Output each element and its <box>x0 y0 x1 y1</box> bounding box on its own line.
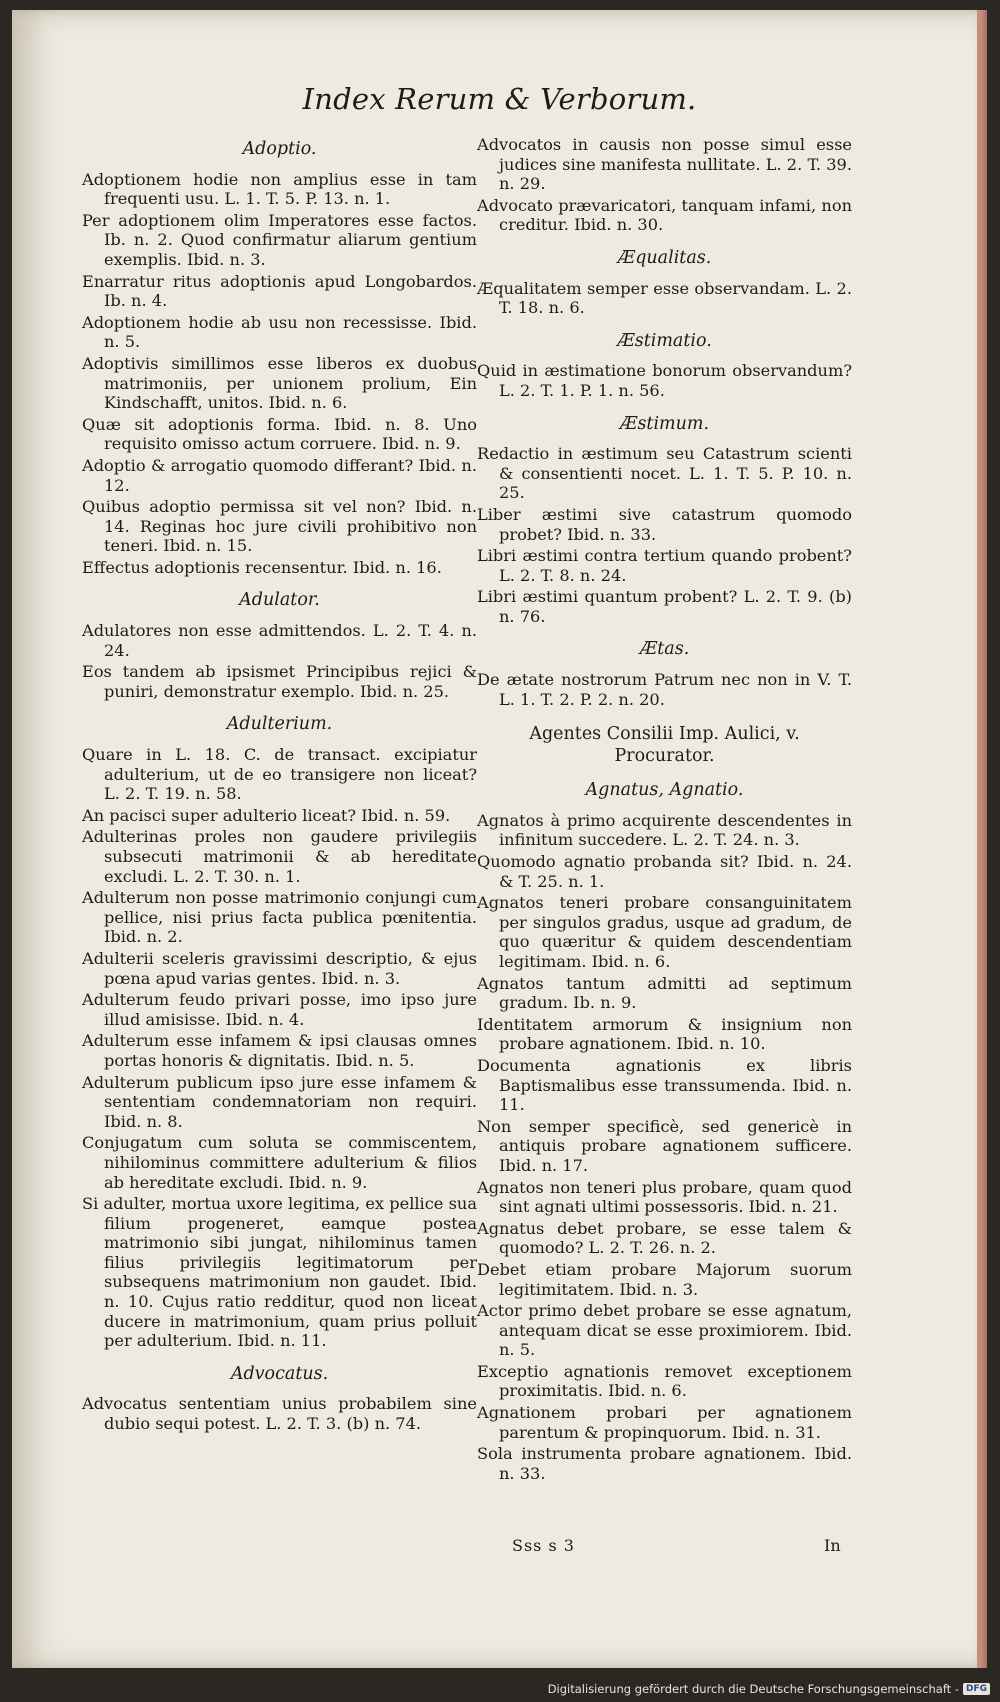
index-entry: Æqualitatem semper esse observandam. L. 2. T. 18. n. 6. <box>477 278 852 318</box>
index-entry: Agnatus debet probare, se esse talem & quomodo? L. 2. T. 26. n. 2. <box>477 1218 852 1258</box>
dfg-logo-icon: DFG <box>963 1683 990 1695</box>
index-entry: Agnationem probari per agnationem parentum & propinquorum. Ibid. n. 31. <box>477 1403 852 1442</box>
index-entry: Documenta agnationis ex libris Baptismalibus esse transsumenda. Ibid. n. 11. <box>477 1055 852 1115</box>
index-entry: Agnatos teneri probare consanguinitatem per singulos gradus, usque ad gradum, de quo quæritur & quidem descendentiam legitimam. Ibid. n. 6. <box>477 893 852 971</box>
section-heading: Adoptio. <box>242 139 317 159</box>
index-entry: Quomodo agnatio probanda sit? Ibid. n. 24. & T. 25. n. 1. <box>477 852 852 891</box>
index-entry: Quid in æstimatione bonorum observandum? L. 2. T. 1. P. 1. n. 56. <box>477 361 852 400</box>
section-heading: Agentes Consilii Imp. Aulici, v. Procurator. <box>529 724 800 767</box>
right-column <box>477 135 852 1485</box>
index-entry: Adoptivis simillimos esse liberos ex duobus matrimoniis, per unionem prolium, Ein Kindschafft, unitos. Ibid. n. 6. <box>82 353 477 413</box>
index-entry: Advocato prævaricatori, tanquam infami, non creditur. Ibid. n. 30. <box>477 195 852 235</box>
index-entry: Per adoptionem olim Imperatores esse factos. Ib. n. 2. Quod confirmatur aliarum gentium exemplis. Ibid. n. 3. <box>82 210 477 269</box>
catchword: In <box>824 1536 841 1555</box>
index-entry: Adulatores non esse admittendos. L. 2. T. 4. n. 24. <box>82 621 477 660</box>
index-entry: Adulterinas proles non gaudere privilegiis subsecuti matrimonii & ab hereditate excludi. L. 2. T. 30. n. 1. <box>82 827 477 886</box>
section-heading: Æstimatio. <box>617 330 712 351</box>
index-entry: Effectus adoptionis recensentur. Ibid. n. 16. <box>82 557 442 577</box>
left-column <box>82 135 477 1436</box>
index-entry: Redactio in æstimum seu Catastrum scienti & consentienti nocet. L. 1. T. 5. P. 10. n. 25. <box>477 444 852 503</box>
section-heading: Ætas. <box>639 639 690 660</box>
index-entry: Sola instrumenta probare agnationem. Ibid. n. 33. <box>477 1444 852 1483</box>
section-heading: Æstimum. <box>619 413 710 434</box>
index-entry: Identitatem armorum & insignium non probare agnationem. Ibid. n. 10. <box>477 1014 852 1054</box>
index-entry: Adulterum non posse matrimonio conjungi cum pellice, nisi prius facta publica pœnitentia. Ibid. n. 2. <box>82 888 477 947</box>
index-entry: Quæ sit adoptionis forma. Ibid. n. 8. Uno requisito omisso actum corruere. Ibid. n. 9. <box>82 414 477 454</box>
index-entry: Quibus adoptio permissa sit vel non? Ibid. n. 14. Reginas hoc jure civili prohibitivo non teneri. Ibid. n. 15. <box>82 497 477 556</box>
section-heading: Advocatus. <box>230 1363 329 1384</box>
credit-text: Digitalisierung gefördert durch die Deutsche Forschungsgemeinschaft - <box>547 1682 959 1696</box>
book-page <box>12 10 987 1668</box>
page-edge <box>977 10 987 1668</box>
index-entry: Adulterii sceleris gravissimi descriptio, & ejus pœna apud varias gentes. Ibid. n. 3. <box>82 948 477 988</box>
section-heading: Æqualitas. <box>617 247 712 268</box>
index-entry: Libri æstimi quantum probent? L. 2. T. 9. (b) n. 76. <box>477 587 852 626</box>
index-entry: Debet etiam probare Majorum suorum legitimitatem. Ibid. n. 3. <box>477 1259 852 1299</box>
index-entry: Adoptionem hodie non amplius esse in tam frequenti usu. L. 1. T. 5. P. 13. n. 1. <box>82 169 477 209</box>
section-heading: Adulterium. <box>226 714 333 735</box>
index-entry: Agnatos tantum admitti ad septimum gradum. Ib. n. 9. <box>477 973 852 1013</box>
index-entry: An pacisci super adulterio liceat? Ibid. n. 59. <box>82 805 451 825</box>
index-entry: Advocatos in causis non posse simul esse judices sine manifesta nullitate. L. 2. T. 39. n. 29. <box>477 135 852 194</box>
index-entry: Agnatos à primo acquirente descendentes in infinitum succedere. L. 2. T. 24. n. 3. <box>477 810 852 850</box>
index-entry: Adulterum esse infamem & ipsi clausas omnes portas honoris & dignitatis. Ibid. n. 5. <box>82 1031 477 1070</box>
section-heading: Adulator. <box>239 590 320 611</box>
page-title: Index Rerum & Verborum. <box>302 82 697 116</box>
index-entry: Conjugatum cum soluta se commiscentem, nihilominus committere adulterium & filios ab hereditate excludi. Ibid. n. 9. <box>82 1133 477 1192</box>
index-entry: De ætate nostrorum Patrum nec non in V. T. L. 1. T. 2. P. 2. n. 20. <box>477 670 852 709</box>
index-entry: Exceptio agnationis removet exceptionem proximitatis. Ibid. n. 6. <box>477 1361 852 1401</box>
index-entry: Liber æstimi sive catastrum quomodo probet? Ibid. n. 33. <box>477 504 852 544</box>
index-entry: Adoptio & arrogatio quomodo differant? Ibid. n. 12. <box>82 455 477 495</box>
index-entry: Advocatus sententiam unius probabilem sine dubio sequi potest. L. 2. T. 3. (b) n. 74. <box>82 1394 477 1434</box>
index-entry: Adoptionem hodie ab usu non recessisse. Ibid. n. 5. <box>82 312 477 352</box>
index-entry: Eos tandem ab ipsismet Principibus rejici & puniri, demonstratur exemplo. Ibid. n. 25. <box>82 662 477 701</box>
index-entry: Enarratur ritus adoptionis apud Longobardos. Ib. n. 4. <box>82 271 477 311</box>
index-entry: Si adulter, mortua uxore legitima, ex pellice sua filium progeneret, eamque postea matrimonio sibi jungat, nihilominus tamen filius privilegiis legitimatorum per subsequens matrimonium non gaudet. Ibid. n. 10. Cujus ratio redditur, quod non liceat ducere in matrimonium, quam prius polluit per adulterium. Ibid. n. 11. <box>82 1194 477 1351</box>
index-entry: Non semper specificè, sed genericè in antiquis probare agnationem sufficere. Ibid. n. 17. <box>477 1116 852 1175</box>
index-entry: Quare in L. 18. C. de transact. excipiatur adulterium, ut de eo transigere non liceat? L. 2. T. 19. n. 58. <box>82 745 477 804</box>
index-entry: Libri æstimi contra tertium quando probent? L. 2. T. 8. n. 24. <box>477 546 852 585</box>
index-entry: Adulterum publicum ipso jure esse infamem & sententiam condemnatoriam non requiri. Ibid. n. 8. <box>82 1072 477 1131</box>
section-heading: Agnatus, Agnatio. <box>585 780 744 801</box>
index-entry: Actor primo debet probare se esse agnatum, antequam dicat se esse proximiorem. Ibid. n. 5. <box>477 1301 852 1360</box>
signature-mark: Sss s 3 <box>512 1536 575 1555</box>
digitization-credit <box>548 1682 990 1696</box>
index-entry: Agnatos non teneri plus probare, quam quod sint agnati ultimi possessoris. Ibid. n. 21. <box>477 1177 852 1217</box>
index-entry: Adulterum feudo privari posse, imo ipso jure illud amisisse. Ibid. n. 4. <box>82 990 477 1029</box>
